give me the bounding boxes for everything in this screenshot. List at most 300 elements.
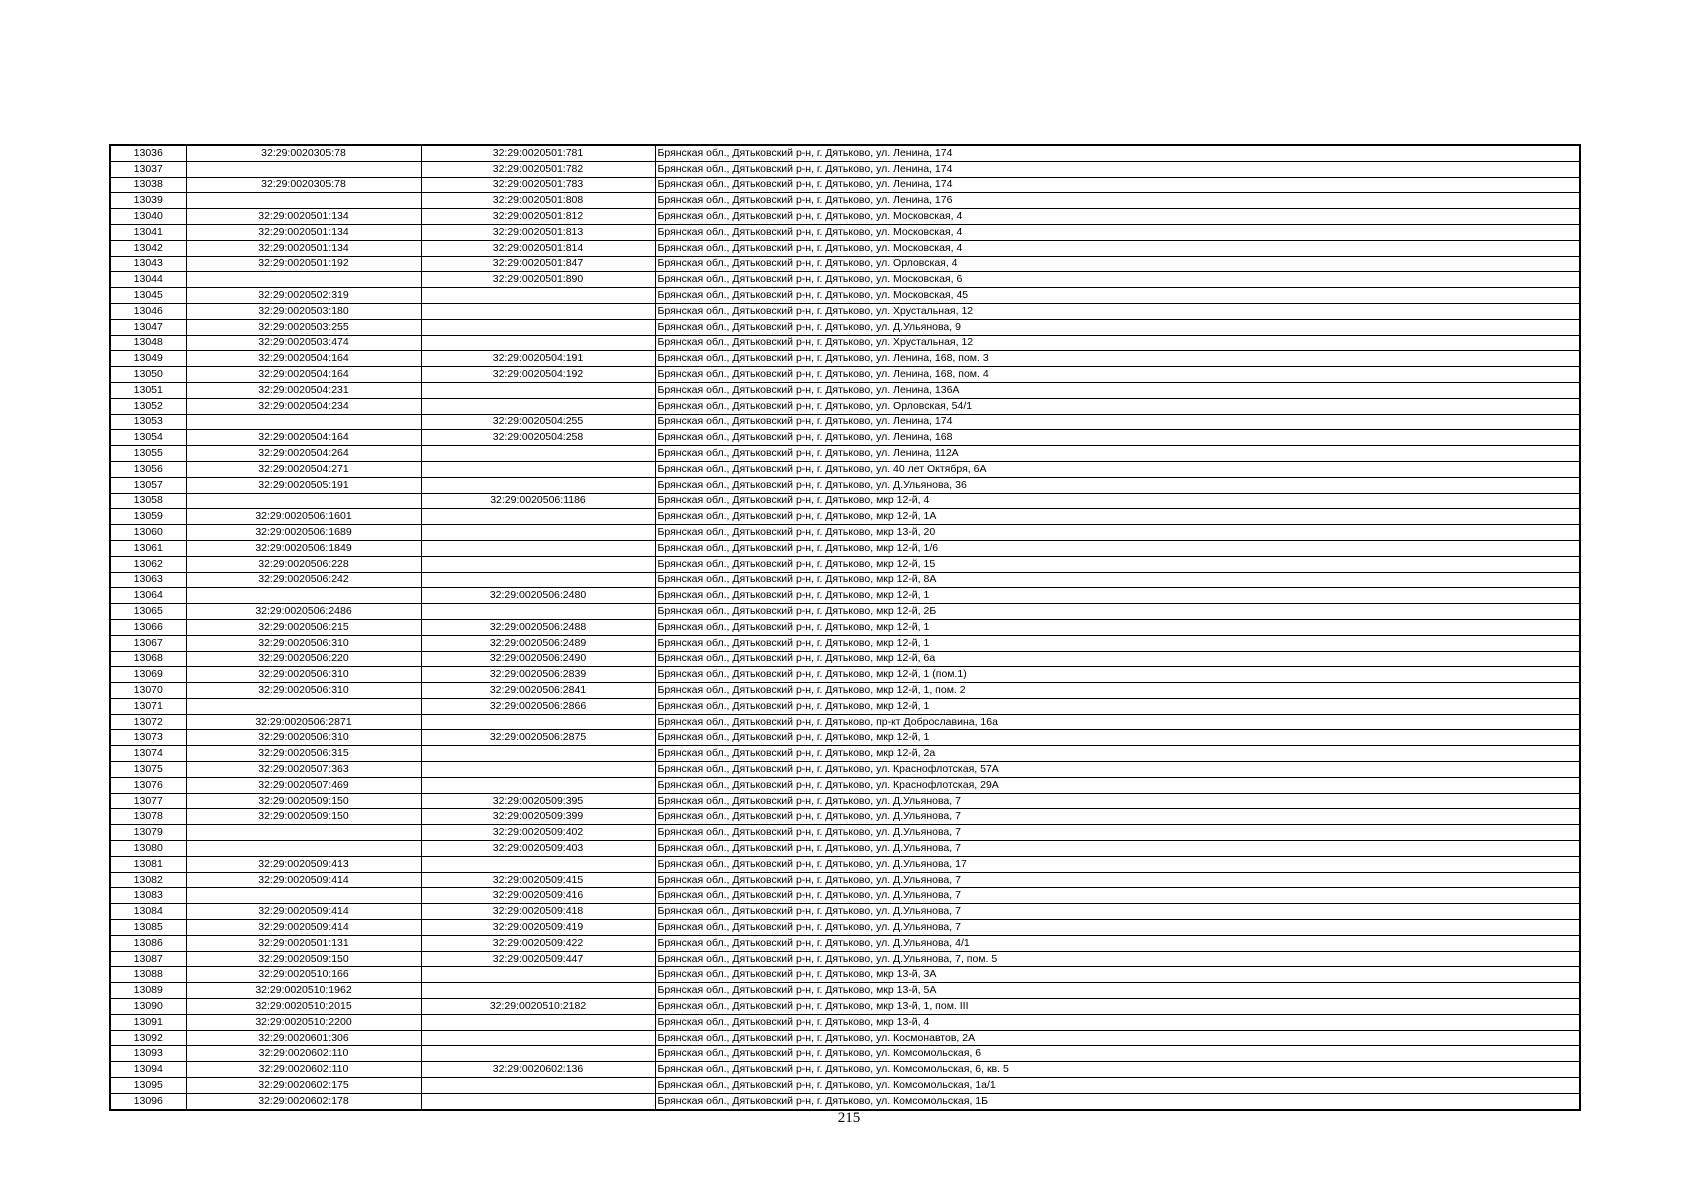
- table-row: [110, 856, 1580, 872]
- row-number-cell: 13067: [110, 635, 186, 651]
- cadastral-number-cell: [421, 477, 655, 493]
- table-row: [110, 240, 1580, 256]
- cadastral-number-cell: [421, 303, 655, 319]
- row-number-cell: 13061: [110, 540, 186, 556]
- row-number-cell: 13069: [110, 667, 186, 683]
- cadastral-number-cell: [421, 604, 655, 620]
- address-cell: Брянская обл., Дятьковский р-н, г. Дятьково, мкр 12-й, 4: [655, 493, 1580, 509]
- table-row: [110, 556, 1580, 572]
- address-cell: Брянская обл., Дятьковский р-н, г. Дятьково, ул. Ленина, 112А: [655, 446, 1580, 462]
- table-row: [110, 351, 1580, 367]
- table-row: [110, 730, 1580, 746]
- cadastral-number-cell: [421, 446, 655, 462]
- address-cell: Брянская обл., Дятьковский р-н, г. Дятьково, мкр 12-й, 2а: [655, 746, 1580, 762]
- cadastral-number-cell: 32:29:0020509:419: [421, 920, 655, 936]
- row-number-cell: 13066: [110, 619, 186, 635]
- row-number-cell: 13058: [110, 493, 186, 509]
- parent-cadastral-cell: 32:29:0020510:166: [186, 967, 421, 983]
- table-row: [110, 809, 1580, 825]
- parent-cadastral-cell: 32:29:0020601:306: [186, 1030, 421, 1046]
- row-number-cell: 13053: [110, 414, 186, 430]
- row-number-cell: 13043: [110, 256, 186, 272]
- table-row: [110, 461, 1580, 477]
- cadastral-number-cell: [421, 983, 655, 999]
- address-cell: Брянская обл., Дятьковский р-н, г. Дятьково, ул. Д.Ульянова, 9: [655, 319, 1580, 335]
- parent-cadastral-cell: 32:29:0020602:110: [186, 1062, 421, 1078]
- parent-cadastral-cell: [186, 588, 421, 604]
- cadastral-number-cell: 32:29:0020504:255: [421, 414, 655, 430]
- table-row: [110, 951, 1580, 967]
- parent-cadastral-cell: 32:29:0020504:164: [186, 367, 421, 383]
- row-number-cell: 13088: [110, 967, 186, 983]
- address-cell: Брянская обл., Дятьковский р-н, г. Дятьково, ул. Московская, 4: [655, 224, 1580, 240]
- address-cell: Брянская обл., Дятьковский р-н, г. Дятьково, ул. Д.Ульянова, 7: [655, 793, 1580, 809]
- parent-cadastral-cell: 32:29:0020509:150: [186, 793, 421, 809]
- table-row: [110, 477, 1580, 493]
- row-number-cell: 13050: [110, 367, 186, 383]
- parent-cadastral-cell: 32:29:0020503:255: [186, 319, 421, 335]
- address-cell: Брянская обл., Дятьковский р-н, г. Дятьково, ул. Ленина, 174: [655, 145, 1580, 161]
- row-number-cell: 13077: [110, 793, 186, 809]
- parent-cadastral-cell: 32:29:0020602:178: [186, 1093, 421, 1109]
- table-row: [110, 303, 1580, 319]
- table-row: [110, 572, 1580, 588]
- row-number-cell: 13054: [110, 430, 186, 446]
- parent-cadastral-cell: 32:29:0020504:234: [186, 398, 421, 414]
- address-cell: Брянская обл., Дятьковский р-н, г. Дятьково, ул. Хрустальная, 12: [655, 335, 1580, 351]
- row-number-cell: 13065: [110, 604, 186, 620]
- parent-cadastral-cell: 32:29:0020504:264: [186, 446, 421, 462]
- parent-cadastral-cell: [186, 888, 421, 904]
- parent-cadastral-cell: 32:29:0020509:414: [186, 920, 421, 936]
- address-cell: Брянская обл., Дятьковский р-н, г. Дятьково, мкр 13-й, 3А: [655, 967, 1580, 983]
- table-row: [110, 983, 1580, 999]
- table-row: [110, 920, 1580, 936]
- parent-cadastral-cell: [186, 698, 421, 714]
- table-row: [110, 1078, 1580, 1094]
- table-row: [110, 825, 1580, 841]
- cadastral-number-cell: 32:29:0020504:258: [421, 430, 655, 446]
- address-cell: Брянская обл., Дятьковский р-н, г. Дятьково, ул. Ленина, 136А: [655, 382, 1580, 398]
- parent-cadastral-cell: 32:29:0020501:192: [186, 256, 421, 272]
- table-row: [110, 414, 1580, 430]
- table-row: [110, 762, 1580, 778]
- address-cell: Брянская обл., Дятьковский р-н, г. Дятьково, мкр 12-й, 1, пом. 2: [655, 683, 1580, 699]
- address-cell: Брянская обл., Дятьковский р-н, г. Дятьково, ул. Д.Ульянова, 4/1: [655, 935, 1580, 951]
- row-number-cell: 13091: [110, 1014, 186, 1030]
- cadastral-number-cell: 32:29:0020501:814: [421, 240, 655, 256]
- table-row: [110, 999, 1580, 1015]
- address-cell: Брянская обл., Дятьковский р-н, г. Дятьково, мкр 12-й, 1А: [655, 509, 1580, 525]
- table-row: [110, 335, 1580, 351]
- address-cell: Брянская обл., Дятьковский р-н, г. Дятьково, ул. Московская, 6: [655, 272, 1580, 288]
- table-row: [110, 651, 1580, 667]
- address-cell: Брянская обл., Дятьковский р-н, г. Дятьково, мкр 12-й, 15: [655, 556, 1580, 572]
- parent-cadastral-cell: 32:29:0020501:131: [186, 935, 421, 951]
- cadastral-number-cell: 32:29:0020506:1186: [421, 493, 655, 509]
- row-number-cell: 13087: [110, 951, 186, 967]
- cadastral-number-cell: 32:29:0020510:2182: [421, 999, 655, 1015]
- table-row: [110, 224, 1580, 240]
- table-row: [110, 967, 1580, 983]
- address-cell: Брянская обл., Дятьковский р-н, г. Дятьково, ул. Московская, 45: [655, 288, 1580, 304]
- table-row: [110, 777, 1580, 793]
- row-number-cell: 13038: [110, 177, 186, 193]
- row-number-cell: 13093: [110, 1046, 186, 1062]
- cadastral-number-cell: [421, 382, 655, 398]
- row-number-cell: 13044: [110, 272, 186, 288]
- parent-cadastral-cell: 32:29:0020506:228: [186, 556, 421, 572]
- parent-cadastral-cell: 32:29:0020506:315: [186, 746, 421, 762]
- address-cell: Брянская обл., Дятьковский р-н, г. Дятьково, ул. Московская, 4: [655, 209, 1580, 225]
- row-number-cell: 13059: [110, 509, 186, 525]
- table-row: [110, 619, 1580, 635]
- cadastral-number-cell: 32:29:0020509:415: [421, 872, 655, 888]
- parent-cadastral-cell: 32:29:0020506:310: [186, 683, 421, 699]
- table-row: [110, 888, 1580, 904]
- row-number-cell: 13057: [110, 477, 186, 493]
- parent-cadastral-cell: 32:29:0020506:1689: [186, 525, 421, 541]
- table-row: [110, 382, 1580, 398]
- table-row: [110, 1093, 1580, 1109]
- cadastral-number-cell: [421, 777, 655, 793]
- cadastral-number-cell: 32:29:0020504:192: [421, 367, 655, 383]
- address-cell: Брянская обл., Дятьковский р-н, г. Дятьково, ул. Ленина, 168, пом. 4: [655, 367, 1580, 383]
- address-cell: Брянская обл., Дятьковский р-н, г. Дятьково, ул. Ленина, 174: [655, 177, 1580, 193]
- table-body: [110, 145, 1580, 1110]
- row-number-cell: 13083: [110, 888, 186, 904]
- parent-cadastral-cell: 32:29:0020509:150: [186, 809, 421, 825]
- row-number-cell: 13052: [110, 398, 186, 414]
- cadastral-number-cell: [421, 1093, 655, 1109]
- parent-cadastral-cell: 32:29:0020502:319: [186, 288, 421, 304]
- row-number-cell: 13080: [110, 841, 186, 857]
- row-number-cell: 13062: [110, 556, 186, 572]
- table-row: [110, 1014, 1580, 1030]
- address-cell: Брянская обл., Дятьковский р-н, г. Дятьково, мкр 12-й, 1: [655, 588, 1580, 604]
- address-cell: Брянская обл., Дятьковский р-н, г. Дятьково, ул. Комсомольская, 1Б: [655, 1093, 1580, 1109]
- row-number-cell: 13079: [110, 825, 186, 841]
- cadastral-number-cell: 32:29:0020501:808: [421, 193, 655, 209]
- parent-cadastral-cell: 32:29:0020506:310: [186, 730, 421, 746]
- parent-cadastral-cell: 32:29:0020509:150: [186, 951, 421, 967]
- parent-cadastral-cell: [186, 841, 421, 857]
- address-cell: Брянская обл., Дятьковский р-н, г. Дятьково, ул. Д.Ульянова, 7, пом. 5: [655, 951, 1580, 967]
- row-number-cell: 13045: [110, 288, 186, 304]
- table-row: [110, 319, 1580, 335]
- parent-cadastral-cell: [186, 825, 421, 841]
- table-row: [110, 714, 1580, 730]
- address-cell: Брянская обл., Дятьковский р-н, г. Дятьково, ул. Краснофлотская, 57А: [655, 762, 1580, 778]
- parent-cadastral-cell: 32:29:0020507:469: [186, 777, 421, 793]
- parent-cadastral-cell: 32:29:0020305:78: [186, 177, 421, 193]
- address-cell: Брянская обл., Дятьковский р-н, г. Дятьково, ул. Краснофлотская, 29А: [655, 777, 1580, 793]
- address-cell: Брянская обл., Дятьковский р-н, г. Дятьково, мкр 13-й, 4: [655, 1014, 1580, 1030]
- row-number-cell: 13055: [110, 446, 186, 462]
- cadastral-number-cell: 32:29:0020509:447: [421, 951, 655, 967]
- parent-cadastral-cell: 32:29:0020506:310: [186, 667, 421, 683]
- parent-cadastral-cell: 32:29:0020506:1601: [186, 509, 421, 525]
- address-cell: Брянская обл., Дятьковский р-н, г. Дятьково, ул. Д.Ульянова, 7: [655, 825, 1580, 841]
- row-number-cell: 13037: [110, 161, 186, 177]
- cadastral-number-cell: 32:29:0020509:418: [421, 904, 655, 920]
- table-row: [110, 588, 1580, 604]
- row-number-cell: 13071: [110, 698, 186, 714]
- table-row: [110, 161, 1580, 177]
- cadastral-number-cell: 32:29:0020506:2488: [421, 619, 655, 635]
- address-cell: Брянская обл., Дятьковский р-н, г. Дятьково, ул. Д.Ульянова, 7: [655, 920, 1580, 936]
- row-number-cell: 13060: [110, 525, 186, 541]
- parent-cadastral-cell: [186, 414, 421, 430]
- table-row: [110, 193, 1580, 209]
- address-cell: Брянская обл., Дятьковский р-н, г. Дятьково, ул. Ленина, 168: [655, 430, 1580, 446]
- cadastral-number-cell: 32:29:0020509:416: [421, 888, 655, 904]
- row-number-cell: 13042: [110, 240, 186, 256]
- table-row: [110, 272, 1580, 288]
- parent-cadastral-cell: [186, 272, 421, 288]
- table-row: [110, 793, 1580, 809]
- parent-cadastral-cell: 32:29:0020506:2486: [186, 604, 421, 620]
- cadastral-number-cell: 32:29:0020501:890: [421, 272, 655, 288]
- row-number-cell: 13046: [110, 303, 186, 319]
- row-number-cell: 13040: [110, 209, 186, 225]
- cadastral-number-cell: 32:29:0020509:422: [421, 935, 655, 951]
- address-cell: Брянская обл., Дятьковский р-н, г. Дятьково, мкр 12-й, 1: [655, 619, 1580, 635]
- parent-cadastral-cell: 32:29:0020503:474: [186, 335, 421, 351]
- row-number-cell: 13082: [110, 872, 186, 888]
- parent-cadastral-cell: 32:29:0020506:1849: [186, 540, 421, 556]
- cadastral-number-cell: 32:29:0020501:782: [421, 161, 655, 177]
- address-cell: Брянская обл., Дятьковский р-н, г. Дятьково, ул. Комсомольская, 6, кв. 5: [655, 1062, 1580, 1078]
- parent-cadastral-cell: 32:29:0020509:413: [186, 856, 421, 872]
- table-row: [110, 1062, 1580, 1078]
- parent-cadastral-cell: [186, 161, 421, 177]
- row-number-cell: 13047: [110, 319, 186, 335]
- address-cell: Брянская обл., Дятьковский р-н, г. Дятьково, мкр 12-й, 1: [655, 698, 1580, 714]
- table-row: [110, 177, 1580, 193]
- address-cell: Брянская обл., Дятьковский р-н, г. Дятьково, ул. Комсомольская, 6: [655, 1046, 1580, 1062]
- table-row: [110, 667, 1580, 683]
- parent-cadastral-cell: 32:29:0020506:242: [186, 572, 421, 588]
- parent-cadastral-cell: 32:29:0020501:134: [186, 224, 421, 240]
- cadastral-number-cell: 32:29:0020509:399: [421, 809, 655, 825]
- parent-cadastral-cell: 32:29:0020504:231: [186, 382, 421, 398]
- table-row: [110, 872, 1580, 888]
- address-cell: Брянская обл., Дятьковский р-н, г. Дятьково, ул. Д.Ульянова, 7: [655, 872, 1580, 888]
- row-number-cell: 13096: [110, 1093, 186, 1109]
- table-row: [110, 540, 1580, 556]
- address-cell: Брянская обл., Дятьковский р-н, г. Дятьково, мкр 13-й, 1, пом. III: [655, 999, 1580, 1015]
- row-number-cell: 13081: [110, 856, 186, 872]
- row-number-cell: 13085: [110, 920, 186, 936]
- row-number-cell: 13049: [110, 351, 186, 367]
- row-number-cell: 13068: [110, 651, 186, 667]
- page-number: 215: [837, 1110, 861, 1126]
- cadastral-number-cell: 32:29:0020506:2480: [421, 588, 655, 604]
- address-cell: Брянская обл., Дятьковский р-н, г. Дятьково, ул. Ленина, 176: [655, 193, 1580, 209]
- cadastral-number-cell: [421, 288, 655, 304]
- table-row: [110, 604, 1580, 620]
- cadastral-number-cell: [421, 319, 655, 335]
- address-cell: Брянская обл., Дятьковский р-н, г. Дятьково, мкр 12-й, 8А: [655, 572, 1580, 588]
- cadastral-number-cell: 32:29:0020501:812: [421, 209, 655, 225]
- row-number-cell: 13075: [110, 762, 186, 778]
- cadastral-number-cell: [421, 1014, 655, 1030]
- table-row: [110, 398, 1580, 414]
- row-number-cell: 13084: [110, 904, 186, 920]
- table-row: [110, 209, 1580, 225]
- cadastral-number-cell: [421, 556, 655, 572]
- cadastral-number-cell: [421, 461, 655, 477]
- table-row: [110, 256, 1580, 272]
- cadastral-number-cell: [421, 746, 655, 762]
- table-row: [110, 509, 1580, 525]
- cadastral-number-cell: [421, 509, 655, 525]
- table-row: [110, 145, 1580, 161]
- table-row: [110, 288, 1580, 304]
- address-cell: Брянская обл., Дятьковский р-н, г. Дятьково, мкр 12-й, 1: [655, 730, 1580, 746]
- address-cell: Брянская обл., Дятьковский р-н, г. Дятьково, ул. Д.Ульянова, 7: [655, 841, 1580, 857]
- cadastral-number-cell: 32:29:0020506:2489: [421, 635, 655, 651]
- table-row: [110, 525, 1580, 541]
- table-row: [110, 841, 1580, 857]
- table-row: [110, 1046, 1580, 1062]
- address-cell: Брянская обл., Дятьковский р-н, г. Дятьково, мкр 12-й, 1/6: [655, 540, 1580, 556]
- cadastral-number-cell: 32:29:0020509:395: [421, 793, 655, 809]
- table-row: [110, 683, 1580, 699]
- cadastral-number-cell: [421, 856, 655, 872]
- parent-cadastral-cell: 32:29:0020509:414: [186, 872, 421, 888]
- parent-cadastral-cell: 32:29:0020501:134: [186, 240, 421, 256]
- address-cell: Брянская обл., Дятьковский р-н, г. Дятьково, пр-кт Доброславина, 16а: [655, 714, 1580, 730]
- row-number-cell: 13056: [110, 461, 186, 477]
- parent-cadastral-cell: 32:29:0020506:215: [186, 619, 421, 635]
- parent-cadastral-cell: 32:29:0020506:2871: [186, 714, 421, 730]
- row-number-cell: 13036: [110, 145, 186, 161]
- cadastral-number-cell: [421, 1030, 655, 1046]
- cadastral-number-cell: [421, 398, 655, 414]
- address-cell: Брянская обл., Дятьковский р-н, г. Дятьково, ул. Орловская, 4: [655, 256, 1580, 272]
- parent-cadastral-cell: 32:29:0020602:110: [186, 1046, 421, 1062]
- cadastral-number-cell: 32:29:0020506:2866: [421, 698, 655, 714]
- parent-cadastral-cell: 32:29:0020305:78: [186, 145, 421, 161]
- address-cell: Брянская обл., Дятьковский р-н, г. Дятьково, ул. Космонавтов, 2А: [655, 1030, 1580, 1046]
- table-row: [110, 493, 1580, 509]
- address-cell: Брянская обл., Дятьковский р-н, г. Дятьково, ул. Ленина, 168, пом. 3: [655, 351, 1580, 367]
- row-number-cell: 13078: [110, 809, 186, 825]
- row-number-cell: 13073: [110, 730, 186, 746]
- cadastral-number-cell: 32:29:0020501:847: [421, 256, 655, 272]
- cadastral-number-cell: 32:29:0020509:402: [421, 825, 655, 841]
- address-cell: Брянская обл., Дятьковский р-н, г. Дятьково, мкр 12-й, 2Б: [655, 604, 1580, 620]
- table-row: [110, 430, 1580, 446]
- cadastral-number-cell: [421, 1078, 655, 1094]
- parent-cadastral-cell: 32:29:0020509:414: [186, 904, 421, 920]
- cadastral-number-cell: [421, 714, 655, 730]
- row-number-cell: 13048: [110, 335, 186, 351]
- row-number-cell: 13092: [110, 1030, 186, 1046]
- table-row: [110, 935, 1580, 951]
- address-cell: Брянская обл., Дятьковский р-н, г. Дятьково, ул. Д.Ульянова, 36: [655, 477, 1580, 493]
- parent-cadastral-cell: 32:29:0020602:175: [186, 1078, 421, 1094]
- row-number-cell: 13051: [110, 382, 186, 398]
- table-row: [110, 746, 1580, 762]
- row-number-cell: 13090: [110, 999, 186, 1015]
- address-cell: Брянская обл., Дятьковский р-н, г. Дятьково, ул. Орловская, 54/1: [655, 398, 1580, 414]
- cadastral-number-cell: [421, 1046, 655, 1062]
- table-row: [110, 635, 1580, 651]
- row-number-cell: 13074: [110, 746, 186, 762]
- address-cell: Брянская обл., Дятьковский р-н, г. Дятьково, ул. Д.Ульянова, 7: [655, 809, 1580, 825]
- table-row: [110, 446, 1580, 462]
- row-number-cell: 13076: [110, 777, 186, 793]
- cadastral-number-cell: [421, 967, 655, 983]
- address-cell: Брянская обл., Дятьковский р-н, г. Дятьково, ул. Ленина, 174: [655, 161, 1580, 177]
- parent-cadastral-cell: 32:29:0020510:1962: [186, 983, 421, 999]
- parent-cadastral-cell: 32:29:0020506:220: [186, 651, 421, 667]
- row-number-cell: 13041: [110, 224, 186, 240]
- address-cell: Брянская обл., Дятьковский р-н, г. Дятьково, ул. Д.Ульянова, 7: [655, 904, 1580, 920]
- parent-cadastral-cell: 32:29:0020507:363: [186, 762, 421, 778]
- address-cell: Брянская обл., Дятьковский р-н, г. Дятьково, ул. 40 лет Октября, 6А: [655, 461, 1580, 477]
- row-number-cell: 13064: [110, 588, 186, 604]
- row-number-cell: 13089: [110, 983, 186, 999]
- row-number-cell: 13072: [110, 714, 186, 730]
- cadastral-table: [109, 144, 1581, 1111]
- address-cell: Брянская обл., Дятьковский р-н, г. Дятьково, ул. Хрустальная, 12: [655, 303, 1580, 319]
- cadastral-number-cell: 32:29:0020506:2839: [421, 667, 655, 683]
- cadastral-number-cell: [421, 525, 655, 541]
- cadastral-number-cell: 32:29:0020504:191: [421, 351, 655, 367]
- row-number-cell: 13095: [110, 1078, 186, 1094]
- parent-cadastral-cell: [186, 193, 421, 209]
- row-number-cell: 13070: [110, 683, 186, 699]
- cadastral-number-cell: 32:29:0020501:781: [421, 145, 655, 161]
- cadastral-number-cell: 32:29:0020602:136: [421, 1062, 655, 1078]
- parent-cadastral-cell: 32:29:0020510:2015: [186, 999, 421, 1015]
- parent-cadastral-cell: [186, 493, 421, 509]
- cadastral-number-cell: [421, 572, 655, 588]
- address-cell: Брянская обл., Дятьковский р-н, г. Дятьково, мкр 12-й, 1: [655, 635, 1580, 651]
- parent-cadastral-cell: 32:29:0020503:180: [186, 303, 421, 319]
- parent-cadastral-cell: 32:29:0020501:134: [186, 209, 421, 225]
- address-cell: Брянская обл., Дятьковский р-н, г. Дятьково, мкр 13-й, 20: [655, 525, 1580, 541]
- table-row: [110, 904, 1580, 920]
- table-row: [110, 698, 1580, 714]
- address-cell: Брянская обл., Дятьковский р-н, г. Дятьково, мкр 12-й, 1 (пом.1): [655, 667, 1580, 683]
- address-cell: Брянская обл., Дятьковский р-н, г. Дятьково, ул. Ленина, 174: [655, 414, 1580, 430]
- row-number-cell: 13063: [110, 572, 186, 588]
- address-cell: Брянская обл., Дятьковский р-н, г. Дятьково, ул. Д.Ульянова, 17: [655, 856, 1580, 872]
- cadastral-number-cell: 32:29:0020509:403: [421, 841, 655, 857]
- address-cell: Брянская обл., Дятьковский р-н, г. Дятьково, ул. Московская, 4: [655, 240, 1580, 256]
- row-number-cell: 13086: [110, 935, 186, 951]
- cadastral-number-cell: 32:29:0020506:2875: [421, 730, 655, 746]
- parent-cadastral-cell: 32:29:0020504:271: [186, 461, 421, 477]
- cadastral-number-cell: [421, 540, 655, 556]
- cadastral-number-cell: [421, 762, 655, 778]
- cadastral-number-cell: [421, 335, 655, 351]
- address-cell: Брянская обл., Дятьковский р-н, г. Дятьково, мкр 12-й, 6а: [655, 651, 1580, 667]
- table-row: [110, 1030, 1580, 1046]
- parent-cadastral-cell: 32:29:0020504:164: [186, 351, 421, 367]
- address-cell: Брянская обл., Дятьковский р-н, г. Дятьково, мкр 13-й, 5А: [655, 983, 1580, 999]
- table-row: [110, 367, 1580, 383]
- parent-cadastral-cell: 32:29:0020505:191: [186, 477, 421, 493]
- address-cell: Брянская обл., Дятьковский р-н, г. Дятьково, ул. Д.Ульянова, 7: [655, 888, 1580, 904]
- parent-cadastral-cell: 32:29:0020504:164: [186, 430, 421, 446]
- cadastral-number-cell: 32:29:0020501:813: [421, 224, 655, 240]
